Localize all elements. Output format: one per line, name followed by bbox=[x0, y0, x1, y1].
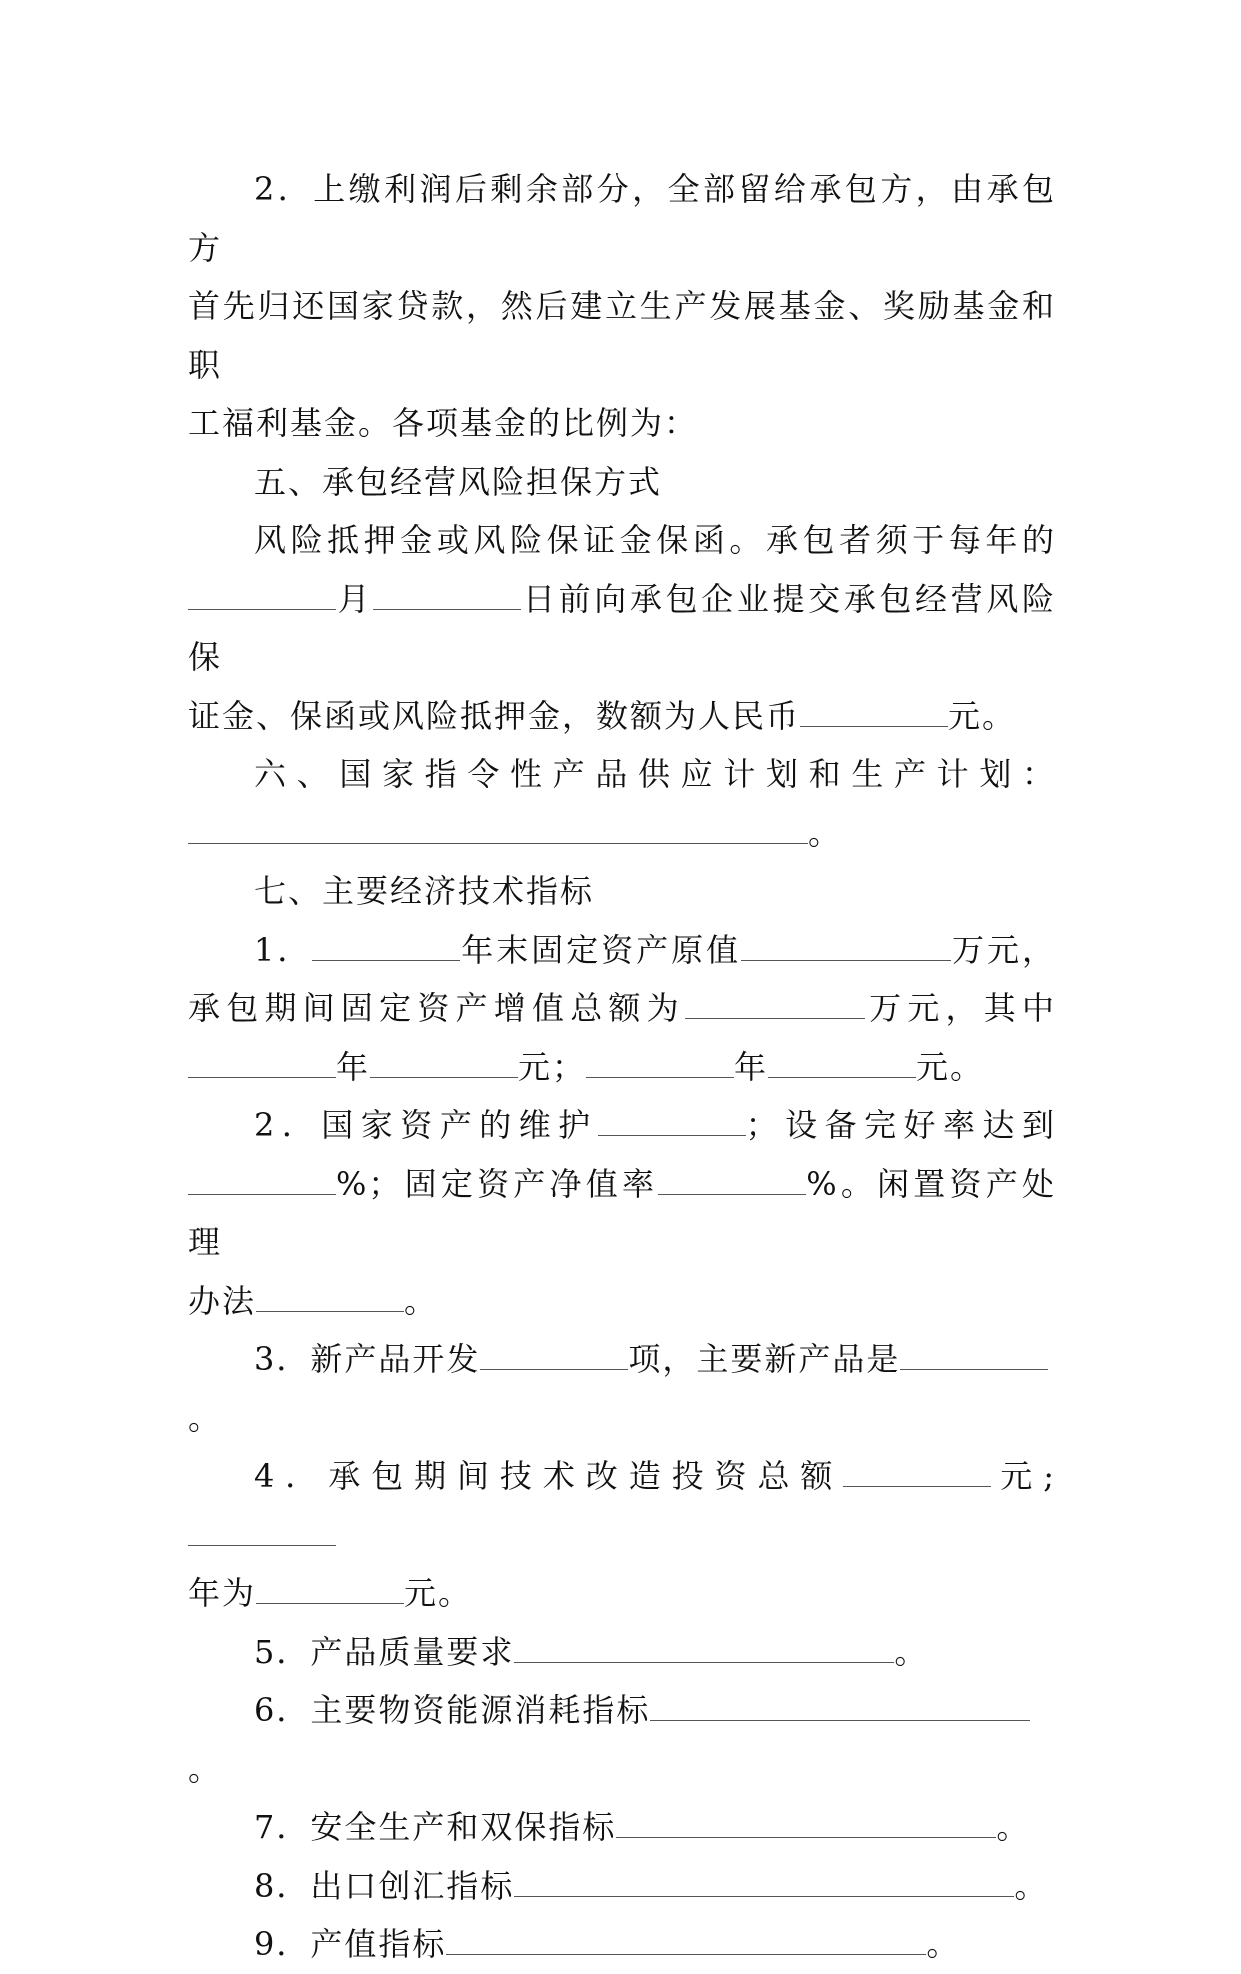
item-1-line2: 承包期间固定资产增值总额为 万元，其中 bbox=[188, 989, 1056, 1027]
blank-field[interactable] bbox=[188, 1048, 336, 1078]
item-4-line1: 4．承包期间技术改造投资总额 元; bbox=[188, 1447, 1056, 1564]
blank-field[interactable] bbox=[843, 1457, 991, 1487]
item-1-line3: 年 元； 年 元。 bbox=[188, 1038, 1056, 1097]
item-9: 9．产值指标 。 bbox=[254, 1925, 961, 1963]
item-8: 8．出口创汇指标 。 bbox=[254, 1866, 1049, 1905]
blank-field[interactable] bbox=[741, 931, 951, 961]
item-2-line1: 2．国家资产的维护 ；设备完好率达到 bbox=[254, 1106, 1056, 1144]
paragraph-profit-line2: 首先归还国家贷款，然后建立生产发展基金、奖励基金和职 bbox=[188, 287, 1056, 384]
item-5: 5．产品质量要求 。 bbox=[254, 1632, 929, 1671]
section-heading-indicators: 七、主要经济技术指标 bbox=[254, 872, 595, 910]
blank-field[interactable] bbox=[256, 1574, 404, 1604]
blank-field[interactable] bbox=[188, 580, 336, 610]
paragraph-profit-line1: 2．上缴利润后剩余部分，全部留给承包方，由承包方 bbox=[188, 170, 1056, 267]
blank-field[interactable] bbox=[312, 931, 460, 961]
blank-field[interactable] bbox=[446, 1925, 926, 1955]
item-2-line3: 办法 。 bbox=[188, 1281, 439, 1320]
item-3: 3．新产品开发 项，主要新产品是。 bbox=[188, 1330, 1056, 1447]
blank-field[interactable] bbox=[586, 1048, 734, 1078]
blank-field[interactable] bbox=[514, 1867, 1014, 1897]
item-2-line2: %；固定资产净值率 %。闲置资产处理 bbox=[188, 1164, 1056, 1261]
blank-field[interactable] bbox=[480, 1340, 628, 1370]
item-7: 7．安全生产和双保指标 。 bbox=[254, 1808, 1031, 1846]
blank-field[interactable] bbox=[256, 1282, 404, 1312]
blank-field[interactable] bbox=[598, 1106, 746, 1136]
blank-field[interactable] bbox=[188, 814, 808, 844]
blank-field[interactable] bbox=[658, 1165, 806, 1195]
paragraph-state-plan-line2: 。 bbox=[188, 804, 1056, 863]
blank-field[interactable] bbox=[616, 1808, 996, 1838]
item-1-line1: 1． 年末固定资产原值 万元， bbox=[254, 930, 1056, 969]
section-heading-risk-guarantee: 五、承包经营风险担保方式 bbox=[254, 462, 663, 501]
blank-field[interactable] bbox=[800, 697, 948, 727]
paragraph-risk-line3: 证金、保函或风险抵押金，数额为人民币 元。 bbox=[188, 696, 1017, 735]
paragraph-profit-line3: 工福利基金。各项基金的比例为： bbox=[188, 404, 699, 442]
blank-field[interactable] bbox=[900, 1340, 1048, 1370]
paragraph-risk-line2: 月 日前向承包企业提交承包经营风险保 bbox=[188, 579, 1056, 676]
blank-field[interactable] bbox=[514, 1633, 894, 1663]
blank-field[interactable] bbox=[188, 1165, 336, 1195]
blank-field[interactable] bbox=[373, 580, 521, 610]
blank-field[interactable] bbox=[768, 1048, 916, 1078]
paragraph-risk-line1: 风险抵押金或风险保证金保函。承包者须于每年的 bbox=[254, 521, 1056, 559]
section-heading-state-plan: 六、国家指令性产品供应计划和生产计划： bbox=[254, 755, 1056, 793]
blank-field[interactable] bbox=[370, 1048, 518, 1078]
blank-field[interactable] bbox=[650, 1691, 1030, 1721]
item-4-line2: 年为 元。 bbox=[188, 1574, 473, 1612]
document-body bbox=[188, 160, 1056, 1974]
item-6: 6．主要物资能源消耗指标。 bbox=[188, 1681, 1056, 1798]
blank-field[interactable] bbox=[188, 1516, 336, 1546]
blank-field[interactable] bbox=[685, 989, 865, 1019]
